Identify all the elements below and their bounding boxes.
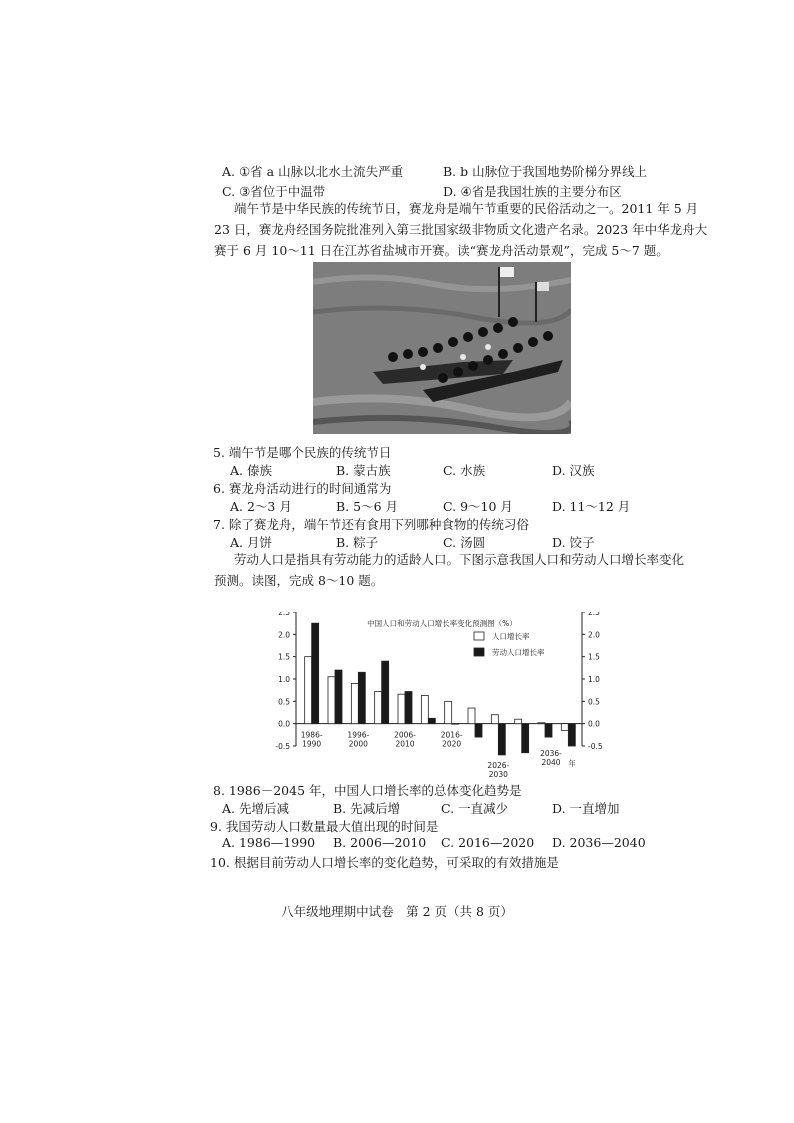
q10-stem: 10. 根据目前劳动人口增长率的变化趋势，可采取的有效措施是 — [210, 855, 559, 870]
q7-stem: 7. 除了赛龙舟，端午节还有食用下列哪种食物的传统习俗 — [213, 517, 529, 532]
intro-dragon-boat — [214, 198, 708, 261]
labor-growth-bar — [452, 724, 459, 725]
y-tick-label-right: 0.0 — [588, 719, 600, 729]
population-growth-bar — [375, 692, 382, 724]
legend-label-population: 人口增长率 — [492, 632, 530, 641]
y-tick-label-left: 0.5 — [278, 697, 290, 707]
y-tick-label-right: 0.5 — [588, 697, 600, 707]
q5-option-b: B. 蒙古族 — [336, 463, 391, 478]
chart-title: 中国人口和劳动人口增长率变化预测图（%） — [367, 619, 517, 628]
q7-option-a: A. 月饼 — [230, 535, 272, 550]
x-category-label: 1990 — [302, 739, 322, 749]
y-tick-label-left: 0.0 — [278, 719, 290, 729]
x-category-label: 2036- — [540, 749, 562, 758]
labor-growth-bar — [522, 724, 529, 753]
q8-option-a: A. 先增后减 — [222, 801, 289, 816]
intro-labor-line1: 劳动人口是指具有劳动能力的适龄人口。下图示意我国人口和劳动人口增长率变化 — [234, 552, 685, 567]
q4-option-b: B. b 山脉位于我国地势阶梯分界线上 — [443, 164, 648, 179]
population-growth-bar — [305, 657, 312, 724]
q9-option-a: A. 1986—1990 — [222, 835, 316, 850]
y-tick-label-left: 1.0 — [278, 675, 290, 684]
page-footer: 八年级地理期中试卷 第 2 页（共 8 页） — [281, 904, 513, 919]
y-tick-label-left: 1.5 — [278, 652, 290, 662]
population-growth-bar — [351, 683, 358, 723]
labor-growth-bar — [312, 623, 319, 724]
q7-option-c: C. 汤圆 — [443, 535, 486, 550]
legend-swatch-labor — [474, 648, 484, 656]
labor-growth-bar — [382, 661, 389, 724]
x-category-label: 2026- — [487, 761, 510, 770]
q6-stem: 6. 赛龙舟活动进行的时间通常为 — [213, 481, 392, 496]
y-tick-label-right: 2.5 — [588, 612, 600, 617]
q4-option-d: D. ④省是我国壮族的主要分布区 — [443, 184, 622, 199]
y-tick-label-right: -0.5 — [588, 742, 603, 751]
labor-growth-bar — [568, 724, 575, 746]
q8-option-d: D. 一直增加 — [552, 801, 620, 816]
intro-labor-line2: 预测。读图，完成 8～10 题。 — [214, 573, 384, 588]
y-tick-label-right: 2.0 — [588, 630, 600, 640]
dragon-boat-photo — [313, 262, 571, 434]
population-growth-bar — [561, 724, 568, 731]
y-tick-label-right: 1.0 — [588, 675, 600, 684]
labor-growth-bar — [335, 670, 342, 724]
x-category-label: 2000 — [348, 739, 368, 749]
population-growth-bar — [491, 715, 498, 724]
q8-option-b: B. 先减后增 — [333, 801, 401, 816]
q6-option-b: B. 5～6 月 — [336, 499, 399, 514]
population-growth-bar — [515, 719, 522, 723]
chart-svg — [262, 612, 622, 782]
labor-growth-bar — [405, 692, 412, 724]
x-category-label: 1986- — [300, 730, 323, 740]
legend-swatch-population — [474, 632, 484, 640]
q5-option-d: D. 汉族 — [552, 463, 595, 478]
q8-option-c: C. 一直减少 — [441, 801, 509, 816]
x-category-label: 2006- — [394, 730, 416, 740]
x-category-label: 2016- — [440, 730, 463, 740]
population-growth-bar — [538, 723, 545, 724]
y-tick-label-left: -0.5 — [275, 742, 290, 751]
q5-option-a: A. 傣族 — [230, 463, 272, 478]
intro-dragon-boat-line2: 23 日，赛龙舟经国务院批准列入第三批国家级非物质文化遗产名录。2023 年中华龙舟大 — [214, 222, 708, 237]
q6-option-a: A. 2～3 月 — [230, 499, 292, 514]
labor-growth-bar — [545, 724, 552, 737]
labor-growth-bar — [498, 724, 505, 755]
x-category-label: 2040 — [541, 758, 561, 767]
q9-stem: 9. 我国劳动人口数量最大值出现的时间是 — [210, 819, 439, 834]
x-category-label: 2010 — [395, 739, 415, 749]
x-category-label: 1996- — [347, 730, 370, 740]
legend-label-labor: 劳动人口增长率 — [492, 648, 545, 657]
q9-option-b: B. 2006—2010 — [333, 835, 427, 850]
intro-labor-population — [214, 549, 685, 591]
q7-option-d: D. 饺子 — [552, 535, 595, 550]
population-growth-bar — [328, 677, 335, 724]
q5-option-c: C. 水族 — [443, 463, 486, 478]
q9-option-c: C. 2016—2020 — [441, 835, 535, 850]
y-tick-label-left: 2.0 — [278, 630, 290, 640]
population-growth-chart — [262, 612, 622, 782]
q8-stem: 8. 1986－2045 年，中国人口增长率的总体变化趋势是 — [213, 783, 522, 798]
intro-dragon-boat-line3: 赛于 6 月 10～11 日在江苏省盐城市开赛。读“赛龙舟活动景观”，完成 5～7 题。 — [214, 243, 669, 258]
q5-stem: 5. 端午节是哪个民族的传统节日 — [213, 445, 392, 460]
labor-growth-bar — [428, 718, 435, 723]
population-growth-bar — [398, 694, 405, 723]
q6-option-c: C. 9～10 月 — [443, 499, 513, 514]
y-tick-label-left: 2.5 — [278, 612, 290, 617]
labor-growth-bar — [358, 672, 365, 723]
q4-option-c: C. ③省位于中温带 — [222, 184, 326, 199]
y-tick-label-right: 1.5 — [588, 652, 600, 662]
x-category-label: 2030 — [488, 770, 508, 779]
population-growth-bar — [468, 708, 475, 724]
x-unit-label: 年 — [568, 759, 576, 768]
population-growth-bar — [421, 696, 428, 724]
intro-dragon-boat-line1: 端午节是中华民族的传统节日，赛龙舟是端午节重要的民俗活动之一。2011 年 5 月 — [234, 201, 699, 216]
x-category-label: 2020 — [442, 739, 462, 749]
labor-growth-bar — [475, 724, 482, 737]
q9-option-d: D. 2036—2040 — [552, 835, 646, 850]
q7-option-b: B. 粽子 — [336, 535, 379, 550]
q6-option-d: D. 11～12 月 — [552, 499, 631, 514]
population-growth-bar — [445, 701, 452, 723]
q4-option-a: A. ①省 a 山脉以北水土流失严重 — [222, 164, 404, 179]
